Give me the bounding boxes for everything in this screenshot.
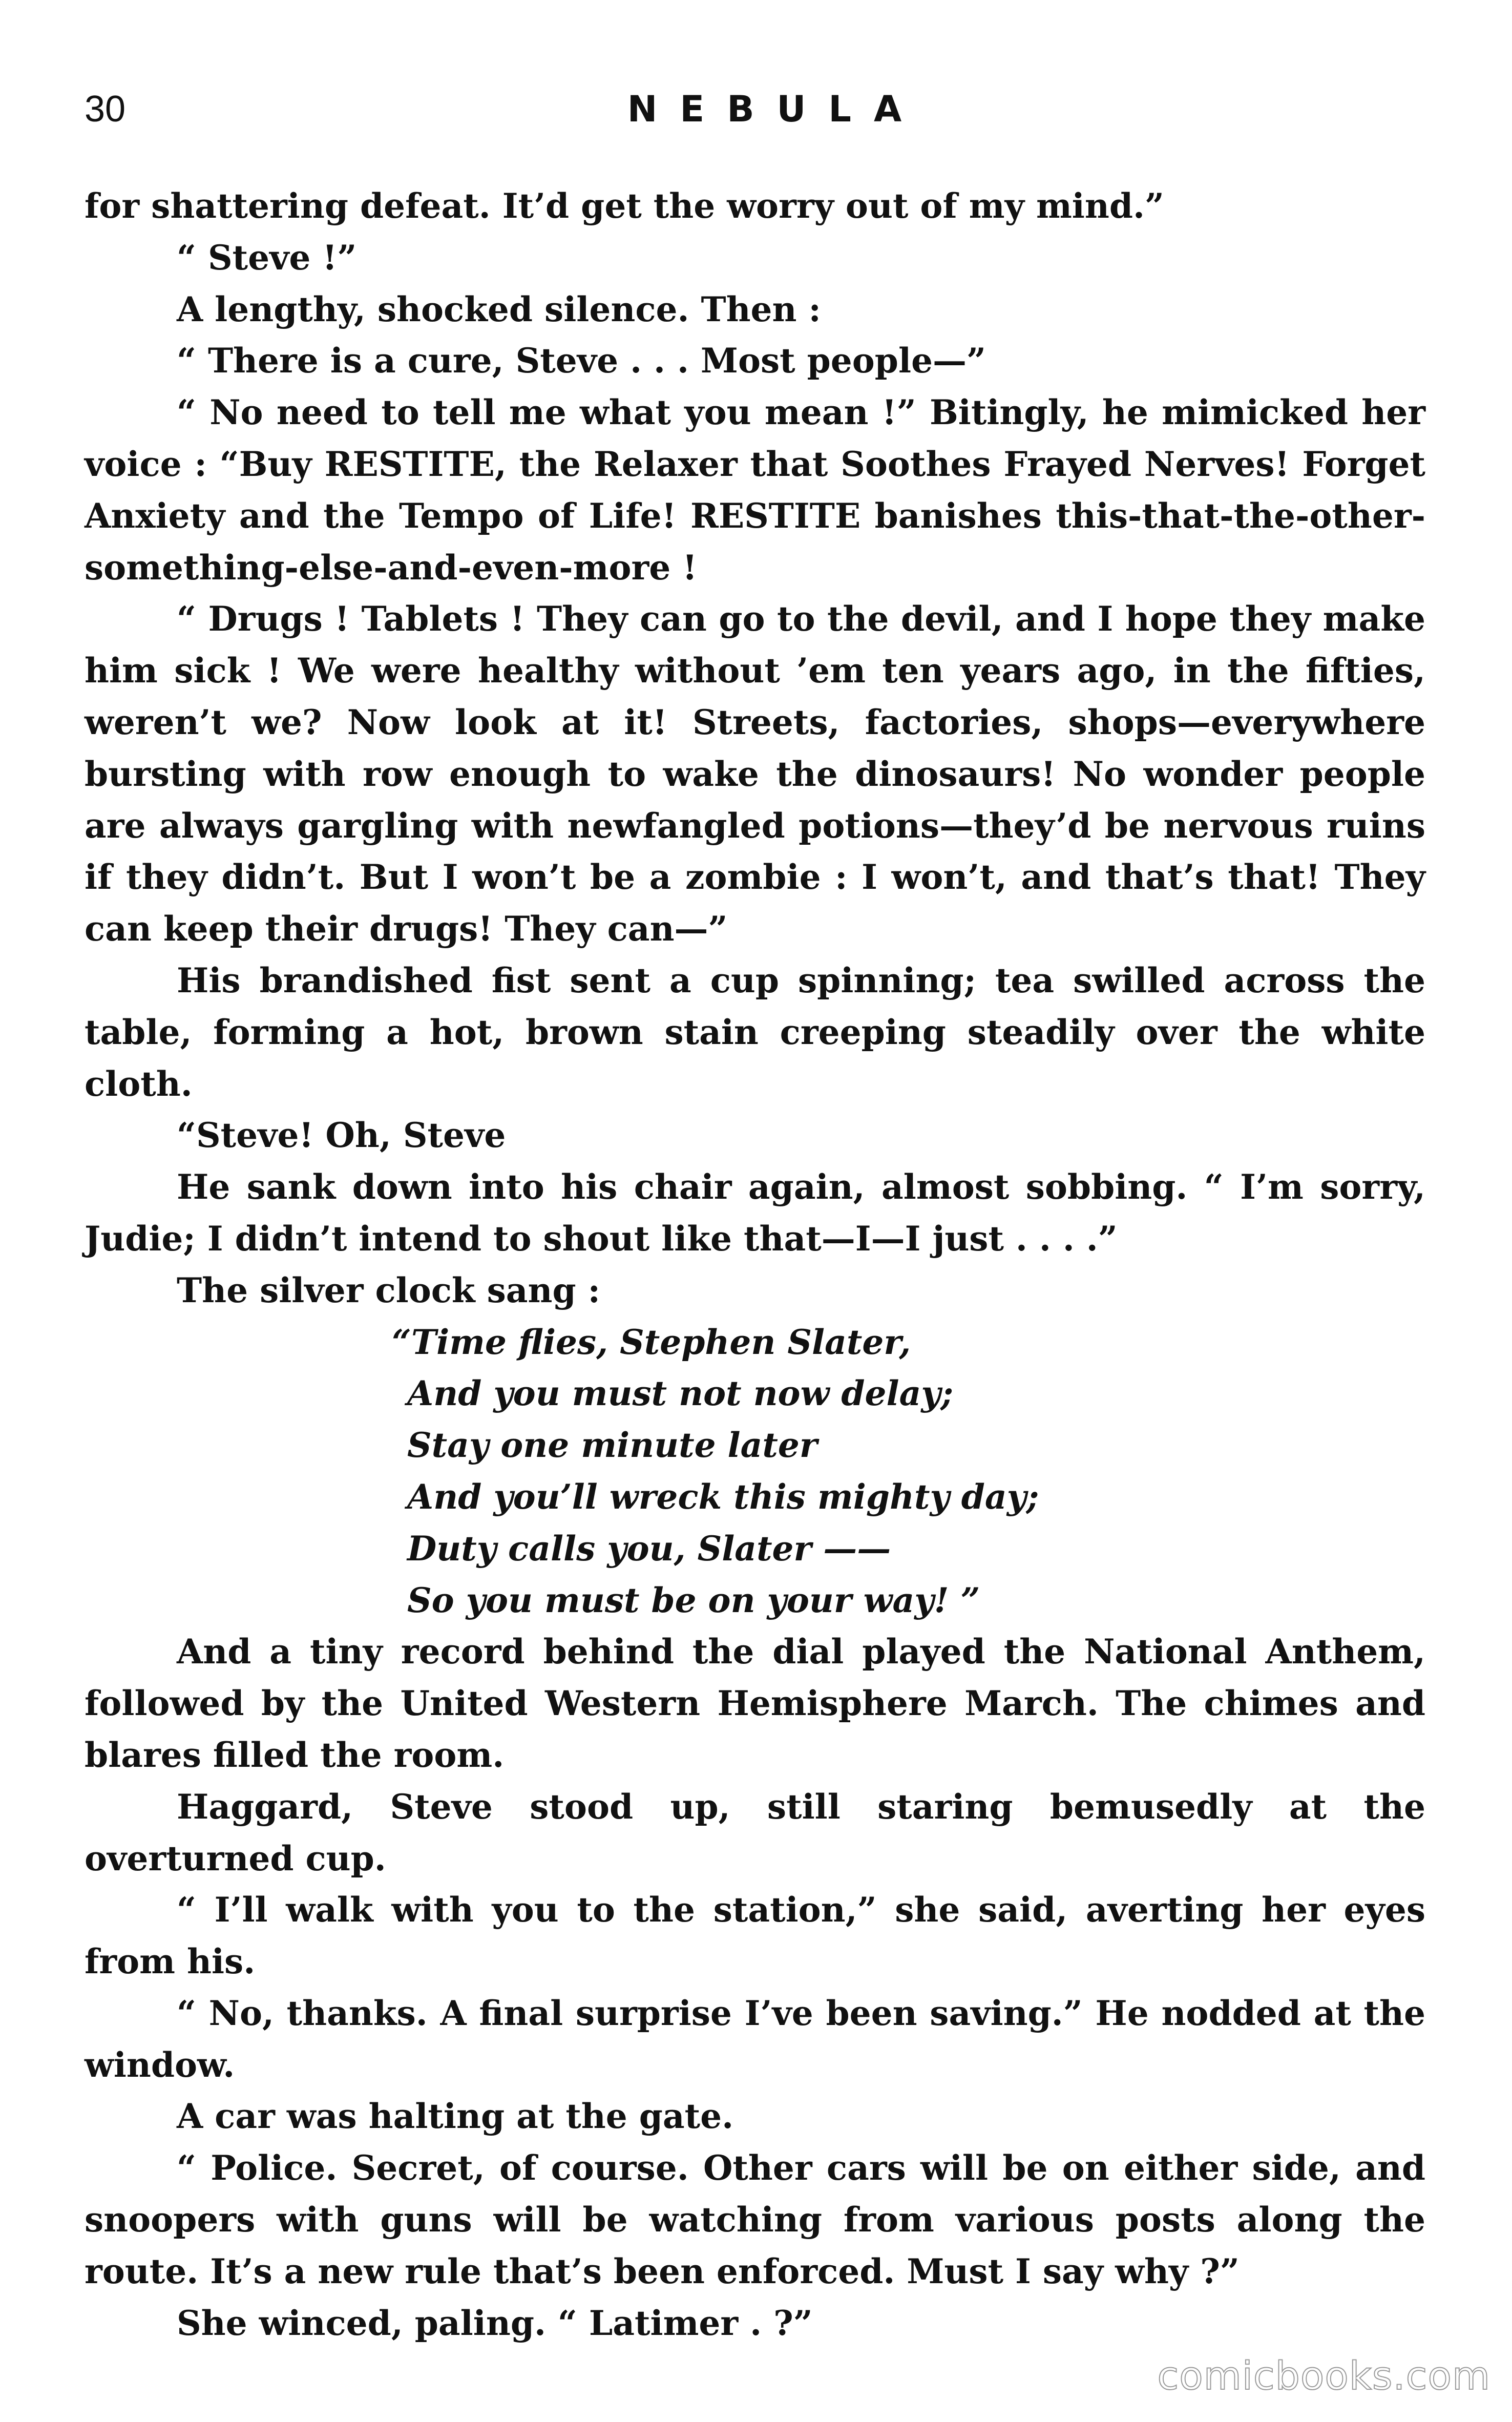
body-text <box>85 180 1425 2349</box>
verse-line: “Time flies, Stephen Slater, <box>392 1322 911 1362</box>
paragraph: And a tiny record behind the dial played the National Anthem, followed by the United Western Hemisphere March. The chimes and blares filled the room. <box>85 1632 1425 1775</box>
page-header <box>85 81 1426 137</box>
paragraph: She winced, paling. “ Latimer . ?” <box>177 2303 813 2343</box>
verse-line: And you must not now delay; <box>407 1373 954 1414</box>
paragraph: “ Police. Secret, of course. Other cars will be on either side, and snoopers with guns will be watching from various posts along the route. It’s a new rule that’s been enforced. Must I say why ?” <box>85 2148 1425 2291</box>
paragraph: “ Drugs ! Tablets ! They can go to the devil, and I hope they make him sick ! We were healthy without ’em ten years ago, in the fifties, weren’t we? Now look at it! Streets, factories, shops—everywhere bursting with row enough to wake the dinosaurs! No wonder people are always gargling with newfangled potions—they’d be nervous ruins if they didn’t. But I won’t be a zombie : I won’t, and that’s that! They can keep their drugs! They can—” <box>85 599 1425 949</box>
paragraph: “ No, thanks. A final surprise I’ve been saving.” He nodded at the window. <box>85 1993 1425 2085</box>
paragraph: A car was halting at the gate. <box>177 2096 734 2137</box>
running-title: NEBULA <box>627 88 925 130</box>
watermark-text: comicbooks.com <box>1157 2353 1490 2398</box>
verse-line: Stay one minute later <box>407 1425 817 1466</box>
paragraph: A lengthy, shocked silence. Then : <box>177 289 821 329</box>
verse-line: And you’ll wreck this mighty day; <box>407 1476 1039 1517</box>
paragraph: The silver clock sang : <box>177 1270 601 1310</box>
paragraph: for shattering defeat. It’d get the worry out of my mind.” <box>85 186 1164 226</box>
paragraph: “Steve! Oh, Steve <box>177 1115 506 1156</box>
paragraph: Haggard, Steve stood up, still staring bemusedly at the overturned cup. <box>85 1786 1425 1878</box>
paragraph: “ I’ll walk with you to the station,” she said, averting her eyes from his. <box>85 1890 1425 1982</box>
paragraph: He sank down into his chair again, almost sobbing. “ I’m sorry, Judie; I didn’t intend to shout like that—I—I just . . . .” <box>85 1167 1425 1259</box>
paragraph: “ Steve !” <box>177 237 357 278</box>
paragraph: “ No need to tell me what you mean !” Bitingly, he mimicked her voice : “Buy RESTITE, the Relaxer that Soothes Frayed Nerves! Forget Anxiety and the Tempo of Life! RESTITE banishes this-that-the-other-something-else-and-even-more ! <box>85 392 1425 588</box>
paragraph: “ There is a cure, Steve . . . Most people—” <box>177 341 986 381</box>
clock-verse <box>85 1317 1425 1626</box>
page-number: 30 <box>85 89 126 130</box>
verse-line: So you must be on your way! ” <box>407 1580 980 1620</box>
paragraph: His brandished fist sent a cup spinning; tea swilled across the table, forming a hot, brown stain creeping steadily over the white cloth. <box>85 960 1425 1104</box>
verse-line: Duty calls you, Slater —— <box>407 1528 891 1569</box>
